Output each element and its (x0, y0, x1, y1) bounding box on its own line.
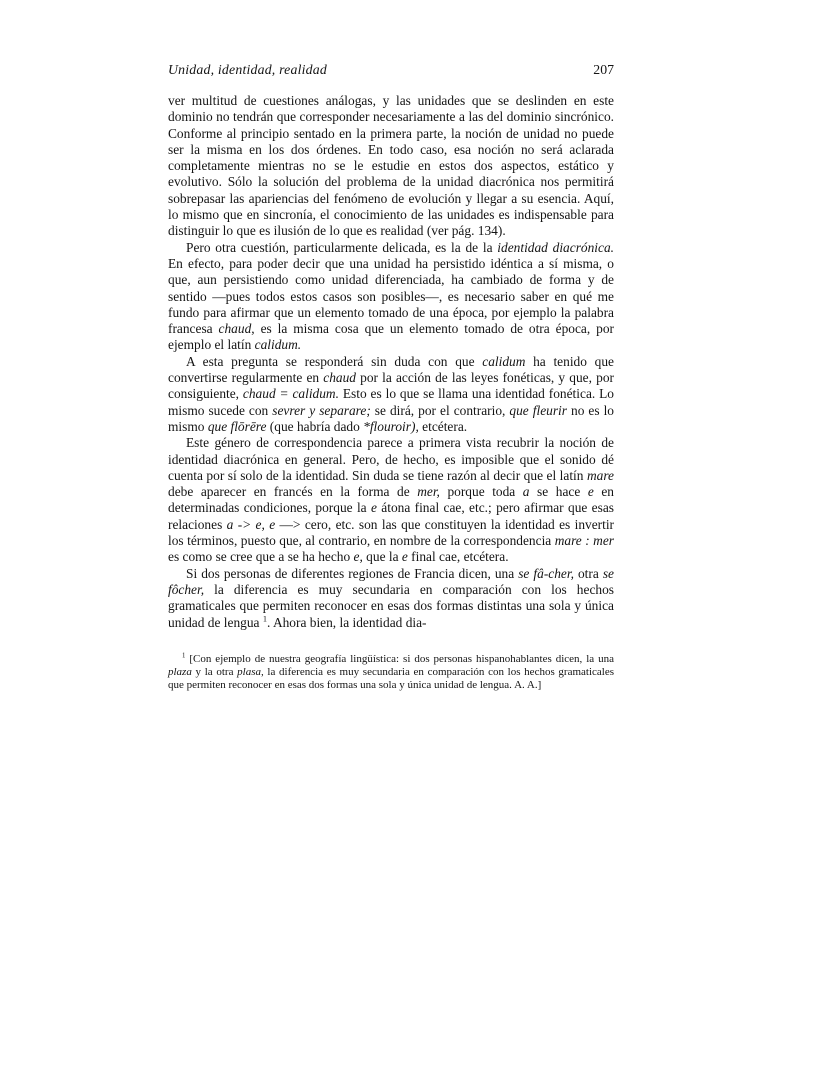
text-run: la diferencia es muy secundaria en comparación con los hechos gramaticales que permiten reconocer en esas dos formas una sola y única unidad de lengua. A. A.] (168, 666, 614, 692)
italic-text-run: que fleurir (509, 402, 567, 418)
text-run: otra (573, 565, 603, 581)
italic-text-run: e (587, 484, 594, 500)
paragraph (168, 566, 614, 631)
footnote-reference: 1 (262, 614, 267, 624)
text-run: ha tenido que convertirse regularmente en (168, 353, 614, 386)
italic-text-run: mare (586, 467, 614, 483)
italic-text-run: plasa, (237, 666, 264, 678)
italic-text-run: chaud (218, 321, 252, 337)
text-run: Pero otra cuestión, particularmente delicada, es la de la (186, 239, 498, 255)
text-run: A esta pregunta se responderá sin duda con que (186, 353, 483, 369)
italic-text-run: e (370, 500, 377, 516)
paragraph (168, 240, 614, 354)
text-run: es como se cree que a se ha hecho (168, 549, 354, 565)
italic-text-run: calidum. (254, 337, 302, 353)
paragraph (168, 93, 614, 240)
text-run: que la (362, 549, 402, 565)
text-column (168, 62, 614, 692)
text-run: . Ahora bien, la identidad dia- (266, 614, 427, 630)
running-header (168, 62, 614, 78)
text-run: final cae, etcétera. (407, 549, 509, 565)
text-run: la diferencia es muy secundaria en comparación con los hechos gramaticales que permiten reconocer en esas dos formas distintas una sola y única unidad de lengua (168, 581, 614, 630)
paragraph (168, 354, 614, 435)
text-run: en determinadas condiciones, porque la (168, 484, 614, 516)
italic-text-run: chaud (323, 370, 356, 386)
text-run: porque toda (439, 484, 523, 500)
footnote (168, 653, 614, 693)
text-run: (que habría dado (266, 418, 364, 434)
italic-text-run: chaud = calidum. (242, 386, 339, 402)
text-run: , es la misma cosa que un elemento tomado de otra época, por ejemplo el latín (168, 321, 614, 353)
text-run: no es lo mismo (168, 402, 614, 434)
italic-text-run: a -> e, e (226, 516, 276, 532)
paragraph (168, 435, 614, 565)
text-run: En efecto, para poder decir que una unidad ha persistido idéntica a sí misma, o que, aun persistiendo como unidad diferenciada, ha cambiado de forma y de sentido —pues todos estos casos son posibles—, es necesario saber en qué me fundo para afirmar que un elemento tomado de una época, por ejemplo la palabra francesa (168, 255, 614, 337)
text-run: Esto es lo que se llama una identidad fonética. Lo mismo sucede con (168, 386, 615, 418)
text-run: Si dos personas de diferentes regiones de Francia dicen, una (186, 565, 519, 581)
italic-text-run: sevrer y separare; (272, 402, 371, 418)
italic-text-run: calidum (482, 353, 526, 369)
italic-text-run: e (401, 549, 408, 565)
italic-text-run: mare : mer (554, 533, 614, 549)
text-run: se dirá, por el contrario, (370, 402, 510, 418)
text-run: debe aparecer en francés en la forma de (168, 484, 418, 500)
italic-text-run: que flōrēre (207, 418, 267, 434)
text-run: átona final cae, etc.; pero afirmar que esas relaciones (168, 500, 614, 532)
italic-text-run: se fôcher, (168, 565, 614, 597)
text-run: —> cero, etc. son las que constituyen la identidad es invertir los términos, puesto que, al contrario, en nombre de la correspondencia (168, 516, 615, 549)
text-run: etcétera. (418, 418, 468, 434)
running-header-title: Unidad, identidad, realidad (168, 62, 327, 77)
italic-text-run: e, (353, 549, 363, 565)
italic-text-run: mer, (417, 484, 440, 500)
italic-text-run: plaza (168, 666, 192, 678)
footnote-reference: 1 (182, 652, 186, 660)
text-run: y la otra (191, 666, 238, 678)
italic-text-run: se fâ-cher, (518, 565, 574, 581)
text-run: ver multitud de cuestiones análogas, y las unidades que se deslinden en este dominio no tendrán que corresponder necesariamente a las del dominio sincrónico. Conforme al principio sentado en la primera parte, la noción de unidad no puede ser la misma en los dos órdenes. En todo caso, esa noción no será aclarada completamente mientras no se le estudie en estos dos aspectos, estático y evolutivo. Sólo la solución del problema de la unidad diacrónica nos permitirá sobrepasar las apariencias del fenómeno de evolución y llegar a su esencia. Aquí, lo mismo que en sincronía, el conocimiento de las unidades es indispensable para distinguir lo que es ilusión de lo que es realidad (ver pág. 134). (168, 93, 614, 239)
page-number: 207 (593, 62, 614, 77)
text-run: se hace (529, 484, 588, 500)
text-run: Este género de correspondencia parece a primera vista recubrir la noción de identidad diacrónica en general. Pero, de hecho, es imposible que el sonido dé cuenta por sí solo de la identidad. Sin duda se tiene razón al decir que el latín (168, 435, 614, 483)
italic-text-run: identidad diacrónica. (497, 239, 615, 255)
italic-text-run: a (522, 484, 530, 500)
italic-text-run: *flouroir), (363, 418, 419, 434)
text-run: [Con ejemplo de nuestra geografía lingüística: si dos personas hispanohablantes dicen, la una (185, 652, 614, 665)
paragraphs (168, 93, 614, 631)
text-run: por la acción de las leyes fonéticas, y que, por consiguiente, (168, 370, 614, 402)
